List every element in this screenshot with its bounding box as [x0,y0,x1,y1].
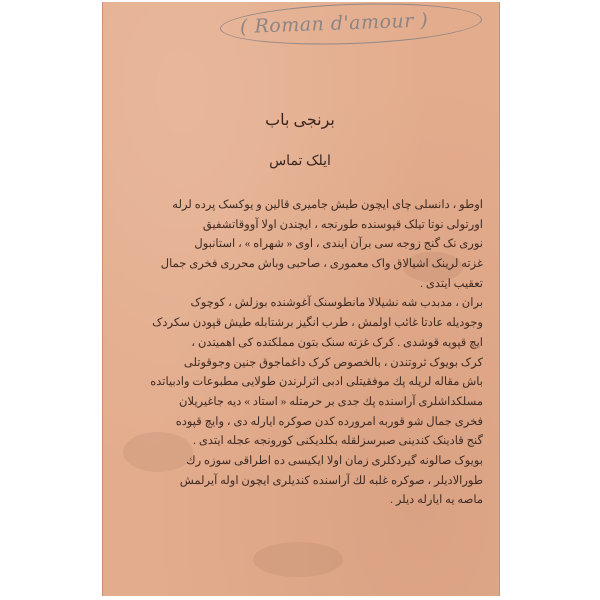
chapter-title: برنجی باب [265,112,335,129]
paper-stain [253,542,343,577]
pencil-annotation: ( Roman d'amour ) [239,9,429,39]
text-line: گنج قادینک کندینی صبرسزلقله بکلدیکنی کورونجه عجله ایتدی . [193,435,483,448]
text-line: فخری جمال شو قوربه امرورده کدن صوکره ایارله دی ، وایچ قپوده [175,415,483,428]
paragraph-2 [128,294,483,452]
text-line: مسلکداشلری آراسنده پك جدی بر حرمتله « استاد » دیه جاغیریلان [179,395,483,408]
text-line: بران ، مدبدب شه نشیلالا مانطوسنک آغوشنده بوزلش ، کوچوک [190,297,483,310]
text-line: ایچ قپویه قوشدی . کرک غزته سنک بتون مملکتده کی اهمیتدن ، [191,336,483,349]
paragraph-3 [128,452,483,511]
text-line: وجودیله عادتا غائب اولمش ، طرب انگیز برشتابله طیش قپودن سکردک [152,317,483,330]
text-line: اورتولی نوتا تیلک قپوسنده طورنجه ، ایچندن اولا آووقاتشفیق [202,218,483,231]
text-line: نوری نک گنج زوجه سی برآن ایندی ، اوی « شهراه » ، استانبول [194,238,483,251]
paragraph-1 [128,196,483,294]
text-line: بویوک صالونه گیردکلری زمان اولا ایکیسی ده اطراقی سوزه رك [186,454,483,467]
text-line: طورالادیلر ، صوکره غلبه لك آراسنده کندیلری ایچون اوله آیرلمش [179,474,483,487]
text-line: باش مقاله لریله پك موفقیتلی ادبی اثرلرندن طولایی مطبوعات وادبیاتده [150,376,483,389]
text-line: اوطو ، دانسلی چای ایچون طیش جامیری قالین و یوکسک پرده لرله [172,199,483,211]
text-line: تعقیب ایتدی . [420,277,483,290]
text-line: کرک بویوک ثروتندن ، بالخصوص کرک داغماجوق جنین وجوقوتلی [183,356,483,369]
text-line: ماصه یه ایارله دیلر . [390,494,483,507]
text-line: غزته لرینک اشیالاق واک معموری ، صاحبی وباش محرری فخری جمال [160,258,483,271]
body-text [128,196,483,511]
section-title: ایلک تماس [269,154,331,169]
